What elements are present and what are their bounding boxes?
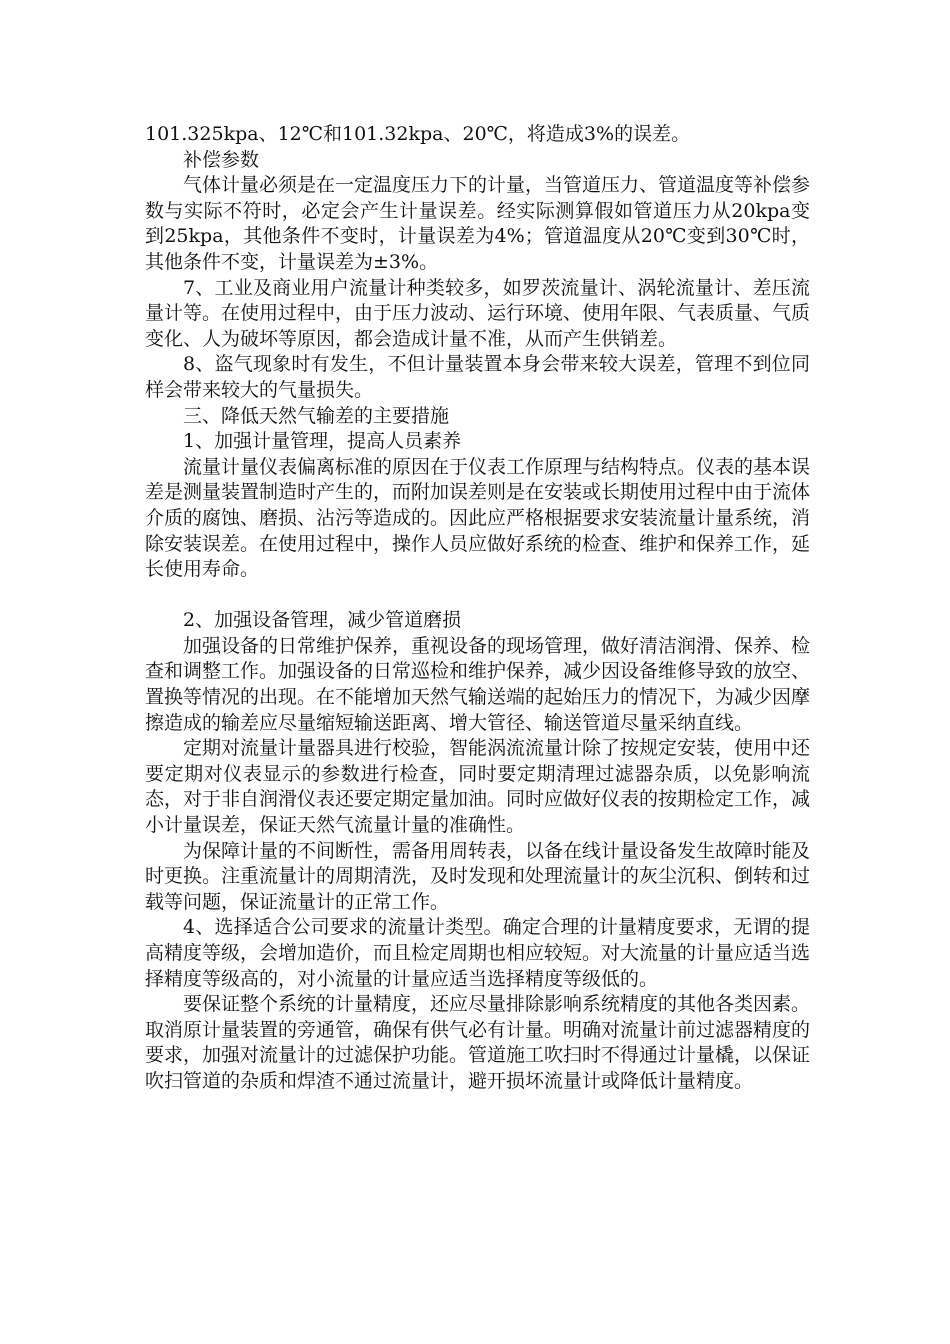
paragraph-13: 4、选择适合公司要求的流量计类型。确定合理的计量精度要求，无谓的提高精度等级，会增加造价，而且检定周期也相应较短。对大流量的计量应适当选择精度等级高的，对小流量的计量应适当选择精度等级低的。 — [145, 916, 811, 990]
section-heading-3: 三、降低天然气输差的主要措施 — [183, 404, 450, 427]
subheading-1: 1、加强计量管理，提高人员素养 — [183, 430, 462, 453]
subheading-2: 2、加强设备管理，减少管道磨损 — [183, 609, 462, 632]
paragraph-8: 流量计量仪表偏离标准的原因在于仪表工作原理与结构特点。仪表的基本误差是测量装置制造时产生的，而附加误差则是在安装或长期使用过程中由于流体介质的腐蚀、磨损、沾污等造成的。因此应严格根据要求安装流量计量系统，消除安装误差。在使用过程中，操作人员应做好系统的检查、维护和保养工作，延长使用寿命。 — [145, 455, 811, 581]
paragraph-1: 101.325kpa、12℃和101.32kpa、20℃，将造成3%的误差。 — [145, 123, 691, 145]
paragraph-5: 8、盗气现象时有发生，不但计量装置本身会带来较大误差，管理不到位同样会带来较大的气量损失。 — [145, 353, 810, 401]
subheading-compensation-params: 补偿参数 — [183, 148, 260, 171]
paragraph-4: 7、工业及商业用户流量计种类较多，如罗茨流量计、涡轮流量计、差压流量计等。在使用过程中，由于压力波动、运行环境、使用年限、气表质量、气质变化、人为破坏等原因，都会造成计量不准，从而产生供销差。 — [145, 276, 811, 350]
paragraph-10: 加强设备的日常维护保养，重视设备的现场管理，做好清洁润滑、保养、检查和调整工作。加强设备的日常巡检和维护保养，减少因设备维修导致的放空、置换等情况的出现。在不能增加天然气输送端的起始压力的情况下，为减少因摩擦造成的输差应尽量缩短输送距离、增大管径、输送管道尽量采纳直线。 — [145, 634, 811, 734]
paragraph-11: 定期对流量计量器具进行校验，智能涡流流量计除了按规定安装，使用中还要定期对仪表显示的参数进行检查，同时要定期清理过滤器杂质，以免影响流态，对于非自润滑仪表还要定期定量加油。同时应做好仪表的按期检定工作，减小计量误差，保证天然气流量计量的准确性。 — [145, 737, 811, 837]
paragraph-3: 气体计量必须是在一定温度压力下的计量，当管道压力、管道温度等补偿参数与实际不符时，必定会产生计量误差。经实际测算假如管道压力从20kpa变到25kpa，其他条件不变时，计量误差为4%；管道温度从20℃变到30℃时，其他条件不变，计量误差为±3%。 — [145, 174, 811, 273]
paragraph-14: 要保证整个系统的计量精度，还应尽量排除影响系统精度的其他各类因素。 取消原计量装置的旁通管，确保有供气必有计量。明确对流量计前过滤器精度的要求，加强对流量计的过滤保护功能。管道施工吹扫时不得通过计量橇，以保证吹扫管道的杂质和焊渣不通过流量计，避开损坏流量计或降低计量精度。 — [145, 993, 811, 1092]
document-body — [145, 122, 810, 1095]
paragraph-12: 为保障计量的不间断性，需备用周转表，以备在线计量设备发生故障时能及时更换。注重流量计的周期清洗，及时发现和处理流量计的灰尘沉积、倒转和过载等问题，保证流量计的正常工作。 — [145, 839, 811, 913]
